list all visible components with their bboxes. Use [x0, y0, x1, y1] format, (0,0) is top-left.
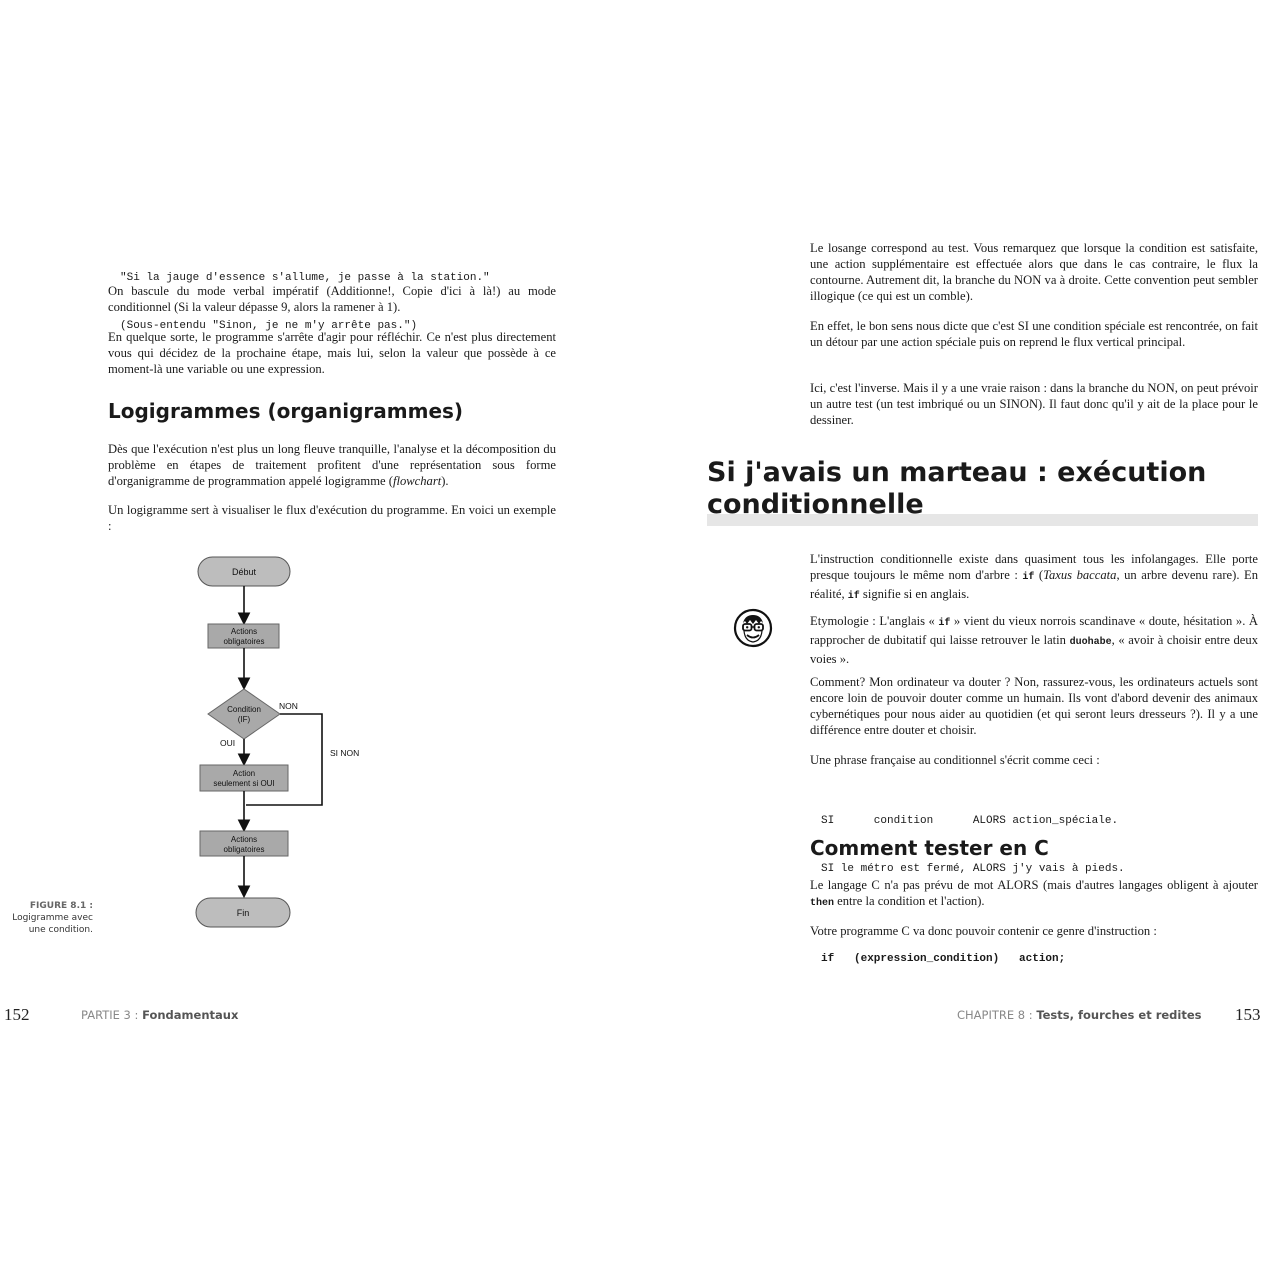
figure-number: FIGURE 8.1 : — [29, 901, 93, 911]
code-line: "Si la jauge d'essence s'allume, je passe à la station." — [120, 272, 490, 284]
figure-caption-line: une condition. — [28, 925, 93, 935]
paragraph: Dès que l'exécution n'est plus un long fleuve tranquille, l'analyse et la décomposition du problème en étapes de traitement profitent d'une représentation sous forme d'organigramme de programmation appelé logigramme (flowchart). — [108, 442, 556, 488]
flowchart-label: (IF) — [237, 715, 251, 724]
paragraph: Votre programme C va donc pouvoir contenir ce genre d'instruction : — [810, 924, 1157, 938]
flowchart-label: obligatoires — [223, 637, 265, 646]
page-number-left: 152 — [4, 1005, 30, 1024]
technical-stuff-icon — [733, 608, 773, 648]
flowchart-condition-diamond — [208, 689, 280, 739]
figure-caption-line: Logigramme avec — [12, 913, 93, 923]
flowchart-label: obligatoires — [223, 845, 265, 854]
paragraph: Comment? Mon ordinateur va douter ? Non, rassurez-vous, les ordinateurs actuels sont encore loin de pouvoir douter comme un humain. Ils vont d'abord devenir des animaux cybernétiques pour nous aider au quotidien (et qui seront leurs dresseurs ?). Il y a une différence entre douter et choisir. — [810, 675, 1258, 737]
paragraph: L'instruction conditionnelle existe dans quasiment tous les infolangages. Elle porte presque toujours le même nom d'arbre : if (Taxus baccata, un arbre devenu rare). En réalité, if signifie si en anglais. — [810, 552, 1258, 602]
flowchart-label: Condition — [227, 705, 261, 714]
flowchart-label-non: NON — [279, 701, 298, 711]
paragraph: Une phrase française au conditionnel s'écrit comme ceci : — [810, 753, 1100, 767]
paragraph: En quelque sorte, le programme s'arrête d'agir pour réfléchir. Ce n'est plus directement vous qui décidez de la prochaine étape, mais lui, selon la valeur que possède à ce moment-là une variable ou une expression. — [108, 330, 556, 376]
paragraph: On bascule du mode verbal impératif (Additionne!, Copie d'ici à là!) au mode conditionnel (Si la valeur dépasse 9, alors la ramener à 1). — [108, 284, 556, 314]
chapter-heading: Si j'avais un marteau : exécution conditionnelle — [707, 457, 1207, 520]
code-example: if (expression_condition) action; — [821, 953, 1066, 965]
etymology-note: Etymologie : L'anglais « if » vient du vieux norrois scandinave « doute, hésitation ». À rapprocher de dubitatif qui laisse retrouver le latin duohabe, « avoir à choisir entre deux voies ». — [810, 614, 1258, 666]
code-line: SI le métro est fermé, ALORS j'y vais à pieds. — [821, 863, 1125, 875]
flowchart-label-si-non: SI NON — [330, 748, 360, 758]
flowchart-label: Actions — [230, 835, 258, 844]
paragraph: En effet, le bon sens nous dicte que c'est SI une condition spéciale est rencontrée, on fait un détour par une action spéciale puis on reprend le flux vertical principal. — [810, 319, 1258, 349]
code-line: SI condition ALORS action_spéciale. — [821, 815, 1119, 827]
flowchart-label-oui: OUI — [220, 738, 236, 748]
running-footer-left: PARTIE 3 : Fondamentaux — [81, 1008, 239, 1022]
flowchart-label: Actions — [230, 627, 258, 636]
flowchart-figure — [180, 548, 380, 938]
code-line: (Sous-entendu "Sinon, je ne m'y arrête pas.") — [120, 320, 418, 332]
flowchart-end-label: Fin — [236, 908, 250, 918]
flowchart-start-label: Début — [231, 567, 257, 577]
paragraph: Un logigramme sert à visualiser le flux d'exécution du programme. En voici un exemple : — [108, 503, 556, 533]
paragraph: Le langage C n'a pas prévu de mot ALORS (mais d'autres langages obligent à ajouter then entre la condition et l'action). — [810, 878, 1258, 909]
running-footer-right: CHAPITRE 8 : Tests, fourches et redites — [957, 1008, 1202, 1022]
paragraph: Ici, c'est l'inverse. Mais il y a une vraie raison : dans la branche du NON, on peut prévoir un autre test (un test imbriqué ou un SINON). Il faut donc qu'il y ait de la place pour le dessiner. — [810, 381, 1258, 427]
paragraph: Le losange correspond au test. Vous remarquez que lorsque la condition est satisfaite, une action supplémentaire est effectuée alors que dans le cas contraire, le flux la contourne. Autrement dit, la branche du NON va à droite. Cette convention peut sembler illogique (ce qui est un comble). — [810, 241, 1258, 303]
figure-caption — [10, 900, 93, 936]
flowchart-label: seulement si OUI — [213, 779, 275, 788]
section-heading: Comment tester en C — [810, 836, 1049, 860]
flowchart-label: Action — [232, 769, 256, 778]
section-heading: Logigrammes (organigrammes) — [108, 399, 464, 423]
page-number-right: 153 — [1235, 1005, 1261, 1024]
